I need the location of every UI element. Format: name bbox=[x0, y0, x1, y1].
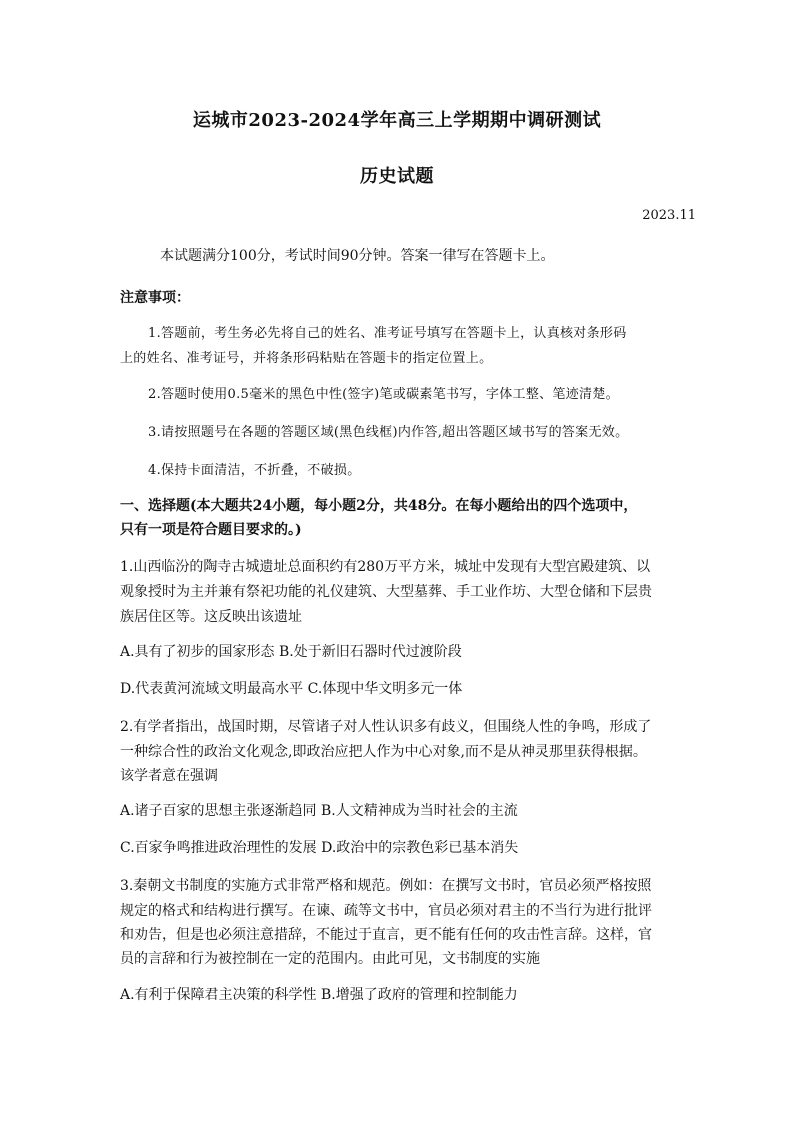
q3-line-1: 3.秦朝文书制度的实施方式非常严格和规范。例如：在撰写文书时，官员必须严格按照 bbox=[120, 878, 652, 894]
notice-item-1-cont: 上的姓名、准考证号，并将条形码粘贴在答题卡的指定位置上。 bbox=[120, 351, 493, 366]
q3-option-line-1: A.有利于保障君主决策的科学性 B.增强了政府的管理和控制能力 bbox=[120, 987, 518, 1003]
q1-line-1: 1.山西临汾的陶寺古城遗址总面积约有280万平方米，城址中发现有大型宫殿建筑、以 bbox=[120, 559, 651, 575]
exam-date: 2023.11 bbox=[642, 208, 696, 223]
q3-line-2: 规定的格式和结构进行撰写。在谏、疏等文书中，官员必须对君主的不当行为进行批评 bbox=[120, 903, 652, 919]
q1-option-line-1: A.具有了初步的国家形态 B.处于新旧石器时代过渡阶段 bbox=[120, 644, 462, 660]
notice-item-4: 4.保持卡面清洁，不折叠，不破损。 bbox=[148, 463, 361, 478]
q2-option-line-2: C.百家争鸣推进政治理性的发展 D.政治中的宗教色彩已基本消失 bbox=[120, 840, 519, 856]
q2-line-3: 该学者意在强调 bbox=[120, 768, 218, 784]
q2-line-2: 一种综合性的政治文化观念,即政治应把人作为中心对象,而不是从神灵那里获得根据。 bbox=[120, 744, 647, 760]
q3-line-3: 和劝告，但是也必须注意措辞，不能过于直言，更不能有任何的攻击性言辞。这样，官 bbox=[120, 927, 652, 943]
notice-item-2: 2.答题时使用0.5毫米的黑色中性(签字)笔或碳素笔书写，字体工整、笔迹清楚。 bbox=[148, 387, 619, 402]
notice-item-3: 3.请按照题号在各题的答题区域(黑色线框)内作答,超出答题区域书写的答案无效。 bbox=[148, 425, 629, 440]
section-heading-line2: 只有一项是符合题目要求的。) bbox=[120, 522, 302, 538]
subject-title: 历史试题 bbox=[360, 166, 434, 187]
notice-item-1: 1.答题前，考生务必先将自己的姓名、准考证号填写在答题卡上，认真核对条形码 bbox=[148, 326, 627, 341]
intro-line: 本试题满分100分，考试时间90分钟。答案一律写在答题卡上。 bbox=[160, 248, 555, 264]
notice-heading: 注意事项： bbox=[120, 290, 190, 306]
section-heading-line1: 一、选择题(本大题共24小题，每小题2分，共48分。在每小题给出的四个选项中， bbox=[120, 498, 638, 514]
q1-line-2: 观象授时为主并兼有祭祀功能的礼仪建筑、大型墓葬、手工业作坊、大型仓储和下层贵 bbox=[120, 584, 652, 600]
q2-option-line-1: A.诸子百家的思想主张逐渐趋同 B.人文精神成为当时社会的主流 bbox=[120, 803, 518, 819]
q3-line-4: 员的言辞和行为被控制在一定的范围内。由此可见，文书制度的实施 bbox=[120, 951, 540, 967]
exam-title: 运城市2023-2024学年高三上学期期中调研测试 bbox=[192, 110, 602, 131]
q2-line-1: 2.有学者指出，战国时期，尽管诸子对人性认识多有歧义，但围绕人性的争鸣，形成了 bbox=[120, 719, 652, 735]
q1-line-3: 族居住区等。这反映出该遗址 bbox=[120, 609, 302, 625]
q1-option-line-2: D.代表黄河流域文明最高水平 C.体现中华文明多元一体 bbox=[120, 681, 463, 697]
